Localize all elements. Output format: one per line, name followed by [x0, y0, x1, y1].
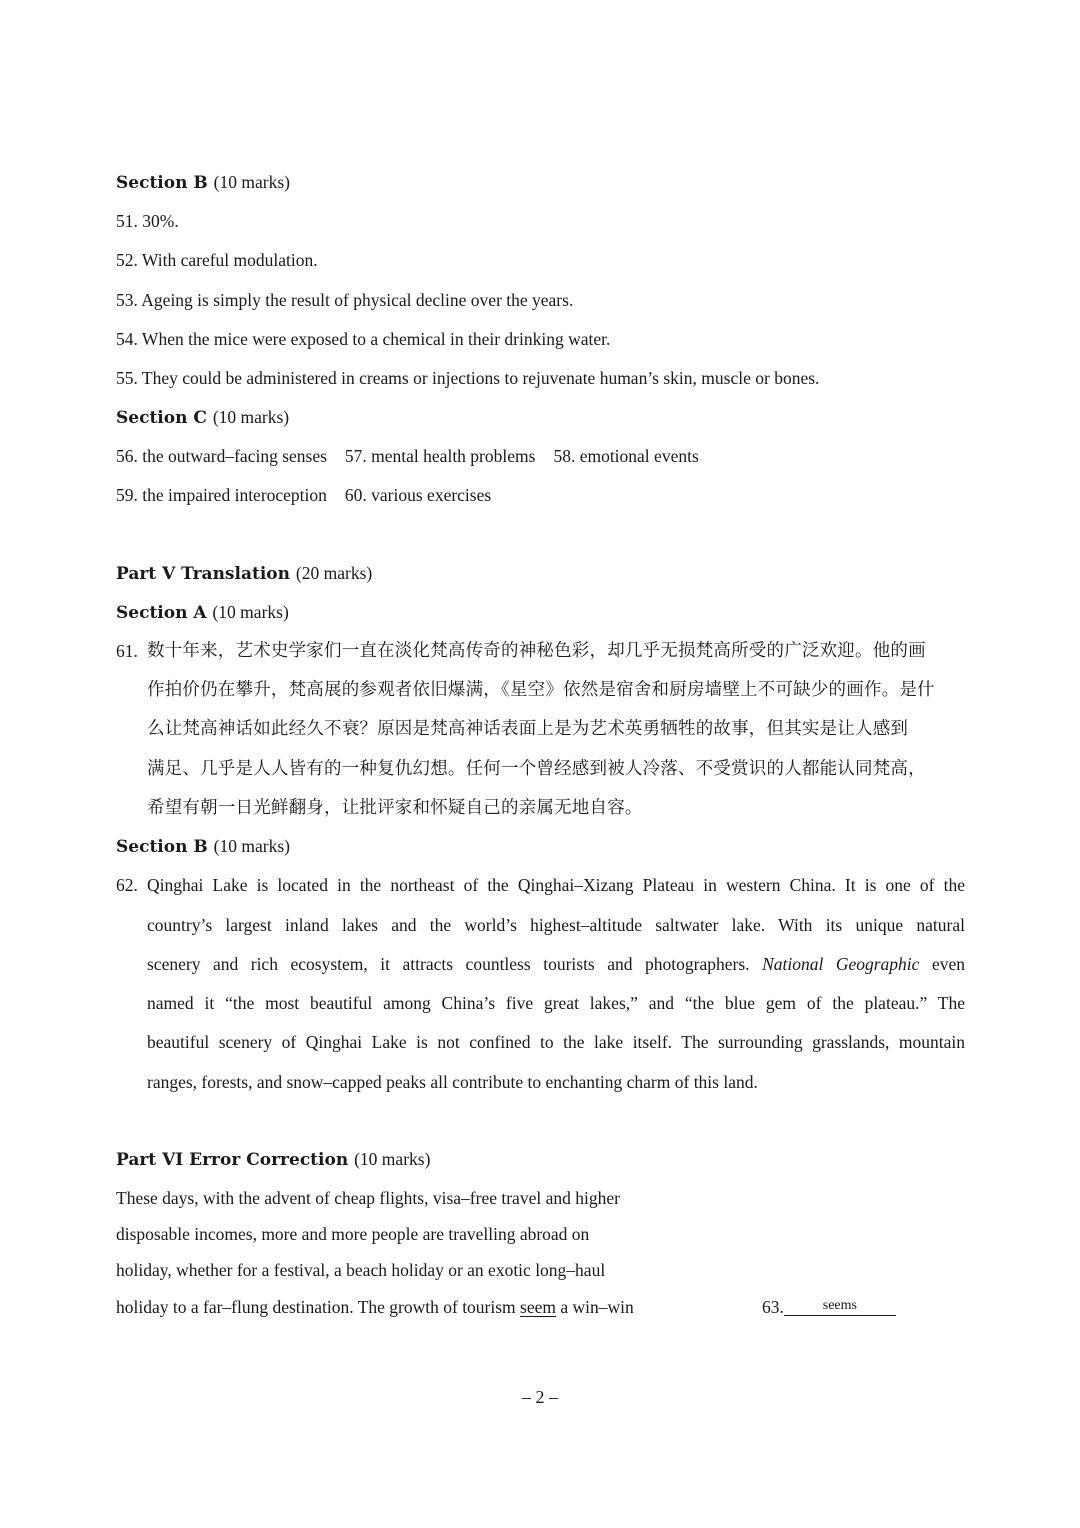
answer-58: 58. emotional events [553, 446, 699, 466]
error-correction-line-4 [116, 1295, 676, 1319]
answer-51: 51. 30%. [116, 211, 179, 231]
error-correction-line-1: These days, with the advent of cheap flights, visa–free travel and higher [116, 1188, 620, 1208]
translation-61-line-5: 希望有朝一日光鲜翻身，让批评家和怀疑自己的亲属无地自容。 [147, 798, 643, 818]
part-vi-title: Part VI Error Correction [116, 1150, 349, 1170]
answer-55: 55. They could be administered in creams or injections to rejuvenate human’s skin, muscle or bones. [116, 368, 820, 388]
section-c-row-2 [116, 483, 491, 507]
translation-62-line-5: beautiful scenery of Qinghai Lake is not confined to the lake itself. The surrounding grasslands, mountain [147, 1032, 965, 1052]
translation-61-line-2: 作拍价仍在攀升，梵高展的参观者依旧爆满，《星空》依然是宿舍和厨房墙壁上不可缺少的画作。是什 [147, 680, 935, 700]
question-62-number: 62. [116, 875, 138, 895]
section-a-marks: (10 marks) [212, 602, 289, 622]
error-correction-line-2: disposable incomes, more and more people are travelling abroad on [116, 1224, 590, 1244]
answer-52: 52. With careful modulation. [116, 250, 318, 270]
answer-63 [762, 1295, 896, 1320]
translation-62-line-4: named it “the most beautiful among China’s five great lakes,” and “the blue gem of the plateau.” The [147, 993, 965, 1013]
answer-56: 56. the outward–facing senses [116, 446, 327, 466]
part-v-title: Part V Translation [116, 564, 290, 584]
translation-62-line-1: Qinghai Lake is located in the northeast of the Qinghai–Xizang Plateau in western China. It is one of the [147, 875, 965, 895]
answer-53: 53. Ageing is simply the result of physical decline over the years. [116, 290, 574, 310]
section-a-heading [116, 600, 289, 625]
answer-57: 57. mental health problems [344, 446, 536, 466]
answer-63-number: 63. [762, 1297, 784, 1317]
error-line-4-end: a win–win [560, 1297, 634, 1317]
error-correction-line-3: holiday, whether for a festival, a beach holiday or an exotic long–haul [116, 1260, 606, 1280]
section-c-row-1 [116, 444, 699, 468]
translation-62-line-3 [147, 952, 965, 976]
section-b1-marks: (10 marks) [213, 172, 290, 192]
translation-62-line-3-end: even [931, 954, 966, 974]
translation-61-line-4: 满足、几乎是人人皆有的一种复仇幻想。任何一个曾经感到被人冷落、不受赏识的人都能认同梵高， [147, 759, 926, 779]
answer-54: 54. When the mice were exposed to a chemical in their drinking water. [116, 329, 611, 349]
section-b2-title: Section B [116, 837, 208, 857]
part-v-marks: (20 marks) [295, 563, 373, 583]
translation-62-line-3-text: scenery and rich ecosystem, it attracts countless tourists and photographers. [147, 954, 750, 974]
page-number: – 2 – [522, 1387, 558, 1407]
section-c-heading [116, 405, 289, 430]
section-b2-heading [116, 834, 290, 859]
section-b2-marks: (10 marks) [213, 836, 290, 856]
national-geographic-title: National Geographic [762, 954, 920, 974]
error-word-seem: seem [520, 1297, 557, 1317]
section-b1-title: Section B [116, 173, 208, 193]
part-vi-marks: (10 marks) [354, 1149, 431, 1169]
translation-62-line-2: country’s largest inland lakes and the world’s highest–altitude saltwater lake. With its unique natural [147, 915, 965, 935]
part-vi-heading [116, 1147, 430, 1172]
section-b1-heading [116, 170, 290, 195]
section-a-title: Section A [116, 603, 207, 623]
section-c-marks: (10 marks) [212, 407, 290, 427]
section-c-title: Section C [116, 408, 207, 428]
translation-61-line-1: 数十年来，艺术史学家们一直在淡化梵高传奇的神秘色彩，却几乎无损梵高所受的广泛欢迎。他的画 [147, 641, 926, 661]
question-61-number: 61. [116, 641, 138, 661]
answer-60: 60. various exercises [344, 485, 492, 505]
error-line-4-start: holiday to a far–flung destination. The growth of tourism [116, 1297, 516, 1317]
answer-59: 59. the impaired interoception [116, 485, 327, 505]
answer-63-blank: seems [784, 1297, 896, 1316]
translation-61-line-3: 么让梵高神话如此经久不衰？原因是梵高神话表面上是为艺术英勇牺牲的故事，但其实是让人感到 [147, 719, 909, 739]
part-v-heading [116, 561, 372, 586]
translation-62-line-6: ranges, forests, and snow–capped peaks all contribute to enchanting charm of this land. [147, 1072, 758, 1092]
